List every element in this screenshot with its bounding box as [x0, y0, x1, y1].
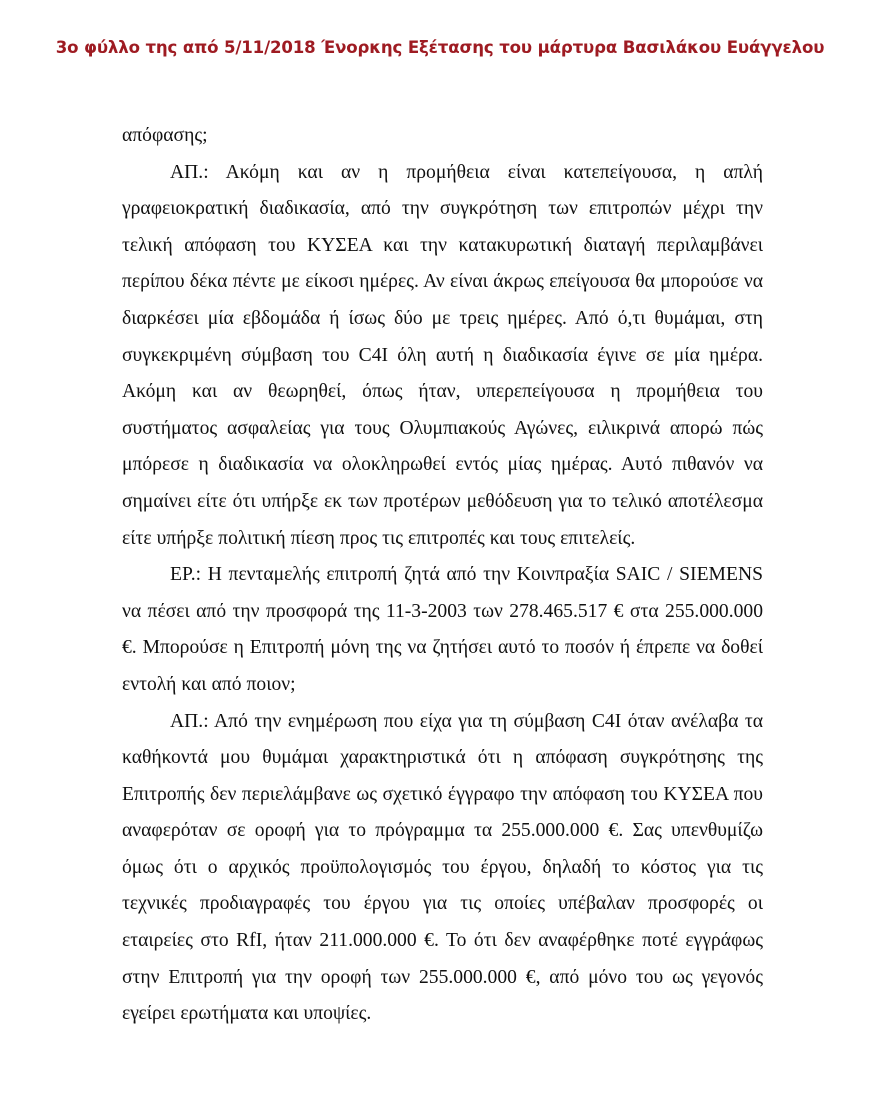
- paragraph-4-answer: ΑΠ.: Από την ενημέρωση που είχα για τη σύμβαση C4I όταν ανέλαβα τα καθήκοντά μου θυμάμαι χαρακτηριστικά ότι η απόφαση συγκρότησης της Επιτροπής δεν περιελάμβανε ως σχετικό έγγραφο την απόφαση του ΚΥΣΕΑ που αναφερόταν σε οροφή για το πρόγραμμα τα 255.000.000 €. Σας υπενθυμίζω όμως ότι ο αρχικός προϋπολογισμός του έργου, δηλαδή το κόστος για τις τεχνικές προδιαγραφές του έργου για τις οποίες υπέβαλαν προσφορές οι εταιρείες στο RfI, ήταν 211.000.000 €. Το ότι δεν αναφέρθηκε ποτέ εγγράφως στην Επιτροπή για την οροφή των 255.000.000 €, από μόνο του ως γεγονός εγείρει ερωτήματα και υποψίες.: [122, 710, 763, 1025]
- page-header: 3ο φύλλο της από 5/11/2018 Ένορκης Εξέτασης του μάρτυρα Βασιλάκου Ευάγγελου: [55, 38, 825, 57]
- paragraph-3-question: ΕΡ.: Η πενταμελής επιτροπή ζητά από την Κοινπραξία SAIC / SIEMENS να πέσει από την προσφορά της 11-3-2003 των 278.465.517 € στα 255.000.000 €. Μπορούσε η Επιτροπή μόνη της να ζητήσει αυτό το ποσόν ή έπρεπε να δοθεί εντολή και από ποιον;: [122, 564, 763, 695]
- document-body: [122, 118, 763, 1033]
- paragraph-1: απόφασης;: [122, 125, 208, 146]
- paragraph-2-answer: ΑΠ.: Ακόμη και αν η προμήθεια είναι κατεπείγουσα, η απλή γραφειοκρατική διαδικασία, από την συγκρότηση των επιτροπών μέχρι την τελική απόφαση του ΚΥΣΕΑ και την κατακυρωτική διαταγή περιλαμβάνει περίπου δέκα πέντε με είκοσι ημέρες. Αν είναι άκρως επείγουσα θα μπορούσε να διαρκέσει μία εβδομάδα ή ίσως δύο με τρεις ημέρες. Από ό,τι θυμάμαι, στη συγκεκριμένη σύμβαση του C4I όλη αυτή η διαδικασία έγινε σε μία ημέρα. Ακόμη και αν θεωρηθεί, όπως ήταν, υπερεπείγουσα η προμήθεια του συστήματος ασφαλείας για τους Ολυμπιακούς Αγώνες, ειλικρινά απορώ πώς μπόρεσε η διαδικασία να ολοκληρωθεί εντός μίας ημέρας. Αυτό πιθανόν να σημαίνει είτε ότι υπήρξε εκ των προτέρων μεθόδευση για το τελικό αποτέλεσμα είτε υπήρξε πολιτική πίεση προς τις επιτροπές και τους επιτελείς.: [122, 161, 763, 549]
